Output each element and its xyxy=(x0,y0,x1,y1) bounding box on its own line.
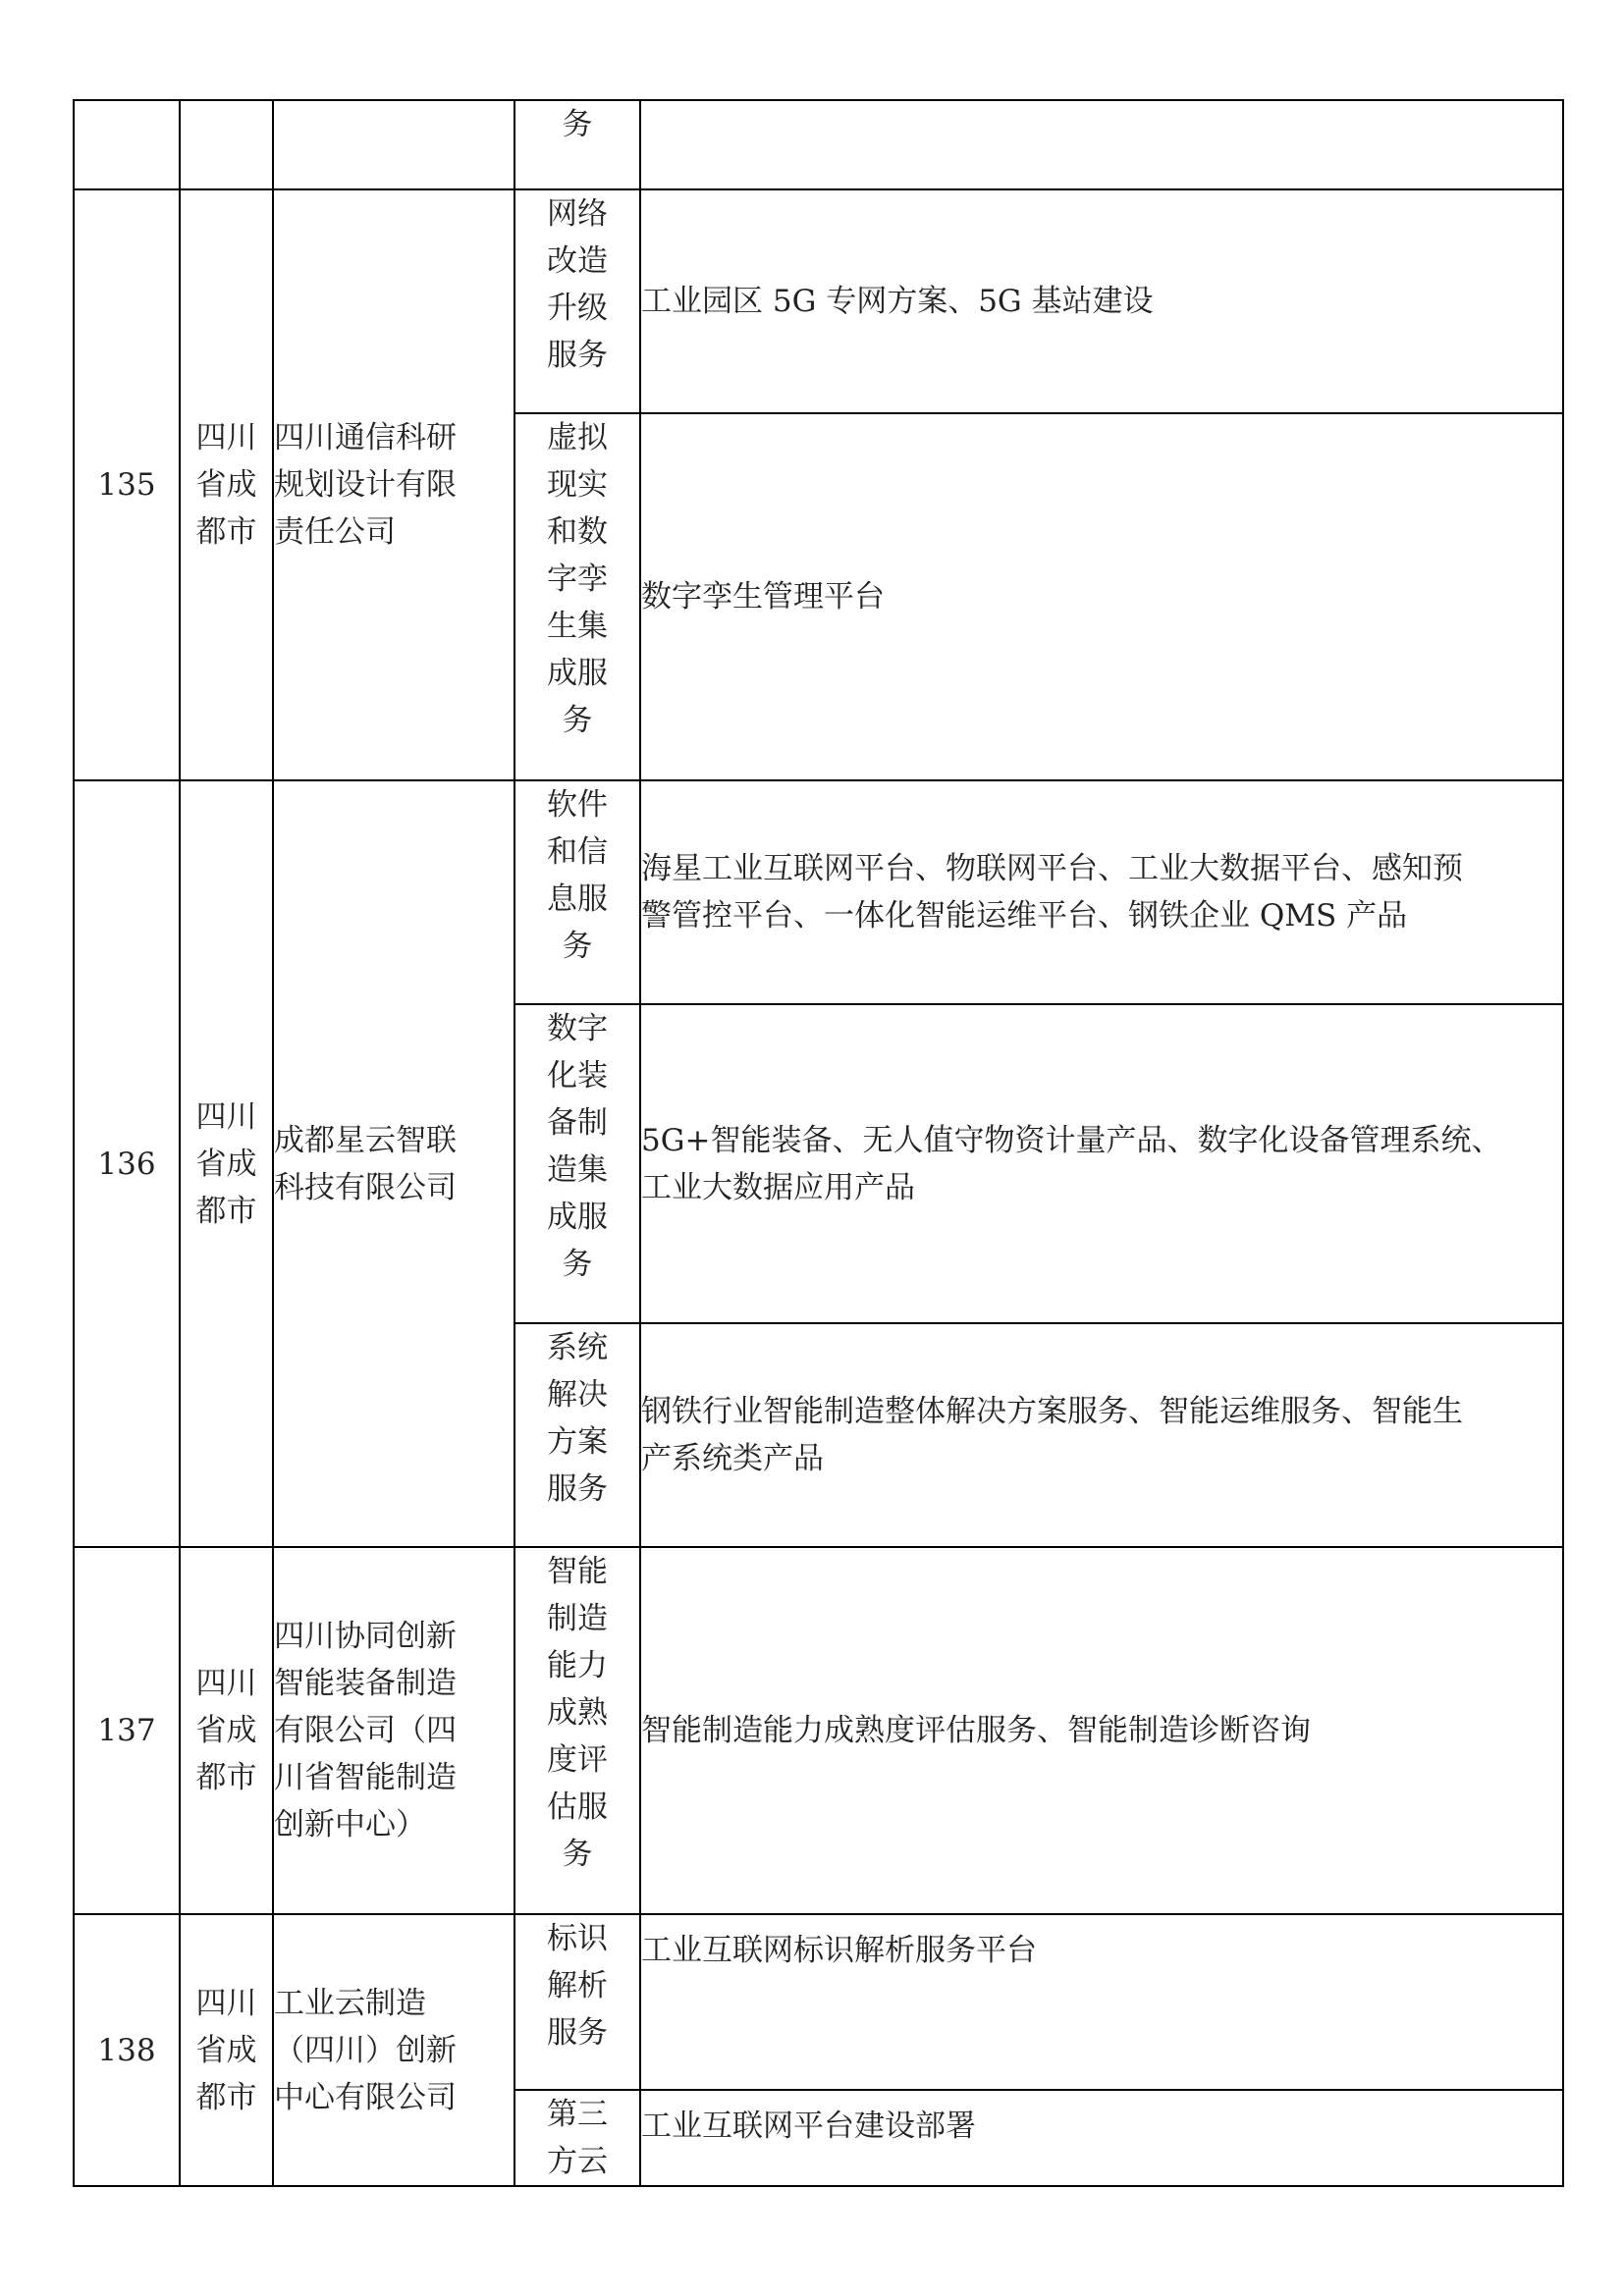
text-line: 工业互联网标识解析服务平台 xyxy=(641,1933,1037,1968)
no-cell: 138 xyxy=(74,1914,180,2186)
company-cell xyxy=(273,100,514,189)
text-line: 工业互联网平台建设部署 xyxy=(641,2109,976,2144)
content-text xyxy=(641,573,1562,620)
text-line: 务 xyxy=(562,1247,593,1282)
category-text xyxy=(515,1548,639,1878)
no-cell: 135 xyxy=(74,189,180,780)
category-text xyxy=(515,1324,639,1513)
text-line: 估服 xyxy=(547,1789,608,1825)
region-text xyxy=(181,1660,272,1801)
text-line: 产系统类产品 xyxy=(641,1441,824,1476)
category-cell xyxy=(514,1547,640,1914)
text-line: 四川 xyxy=(195,1666,257,1701)
text-line: 务 xyxy=(562,703,593,738)
text-line: 创新中心） xyxy=(274,1807,426,1842)
text-line: 科技有限公司 xyxy=(274,1169,457,1205)
text-line: 备制 xyxy=(547,1105,608,1141)
category-text xyxy=(515,781,639,970)
content-cell xyxy=(640,189,1563,413)
company-cell xyxy=(273,189,514,780)
category-cell xyxy=(514,1914,640,2090)
region-cell xyxy=(180,1914,273,2186)
text-line: 字孪 xyxy=(547,561,608,597)
category-cell xyxy=(514,413,640,780)
text-line: 都市 xyxy=(195,2079,257,2115)
content-text xyxy=(641,1388,1562,1482)
text-line: 工业大数据应用产品 xyxy=(641,1169,915,1205)
text-line: 标识 xyxy=(547,1921,608,1956)
content-cell xyxy=(640,1547,1563,1914)
text-line: 中心有限公司 xyxy=(274,2079,457,2115)
text-line: 四川 xyxy=(195,1098,257,1135)
text-line: 数字孪生管理平台 xyxy=(641,579,885,614)
text-line: 虚拟 xyxy=(547,420,608,455)
table-row xyxy=(74,780,1563,1004)
text-line: 四川 xyxy=(195,420,257,455)
text-line: 改造 xyxy=(547,243,608,279)
text-line: 5G+智能装备、无人值守物资计量产品、数字化设备管理系统、 xyxy=(641,1122,1502,1158)
text-line: 服务 xyxy=(547,338,608,373)
text-line: 省成 xyxy=(195,1713,257,1748)
text-line: 造集 xyxy=(547,1152,608,1188)
company-name xyxy=(274,1613,514,1848)
no-cell: 136 xyxy=(74,780,180,1547)
content-text xyxy=(641,845,1562,939)
text-line: 责任公司 xyxy=(274,514,396,550)
content-cell xyxy=(640,2090,1563,2186)
content-text xyxy=(641,1927,1562,1974)
category-text xyxy=(515,414,639,744)
category-text xyxy=(515,1915,639,2056)
content-cell xyxy=(640,413,1563,780)
content-text xyxy=(641,1707,1562,1754)
text-line: 能力 xyxy=(547,1648,608,1683)
text-line: 工业云制造 xyxy=(274,1985,426,2021)
text-line: 规划设计有限 xyxy=(274,467,457,503)
region-cell xyxy=(180,1547,273,1914)
company-cell xyxy=(273,1914,514,2186)
category-cell xyxy=(514,780,640,1004)
category-text xyxy=(515,2091,639,2185)
text-line: 智能装备制造 xyxy=(274,1666,457,1701)
category-cell xyxy=(514,1323,640,1547)
table-row xyxy=(74,189,1563,413)
content-text xyxy=(641,278,1562,325)
content-cell xyxy=(640,1914,1563,2090)
text-line: 都市 xyxy=(195,1193,257,1229)
service-provider-table xyxy=(73,99,1564,2187)
text-line: 智能制造能力成熟度评估服务、智能制造诊断咨询 xyxy=(641,1713,1311,1748)
text-line: 成服 xyxy=(547,656,608,691)
text-line: 四川协同创新 xyxy=(274,1619,457,1654)
content-cell xyxy=(640,1323,1563,1547)
region-cell xyxy=(180,189,273,780)
company-cell xyxy=(273,780,514,1547)
text-line: 解析 xyxy=(547,1968,608,2003)
text-line: 都市 xyxy=(195,1760,257,1795)
text-line: 现实 xyxy=(547,467,608,503)
region-text xyxy=(181,1094,272,1235)
table-row xyxy=(74,1914,1563,2090)
content-cell xyxy=(640,1004,1563,1323)
content-text xyxy=(641,2103,1562,2150)
text-line: 海星工业互联网平台、物联网平台、工业大数据平台、感知预 xyxy=(641,851,1463,886)
content-cell xyxy=(640,780,1563,1004)
company-name xyxy=(274,1117,514,1211)
text-line: 工业园区 5G 专网方案、5G 基站建设 xyxy=(641,284,1154,319)
text-line: （四川）创新 xyxy=(274,2032,457,2068)
region-text xyxy=(181,1980,272,2121)
region-cell xyxy=(180,100,273,189)
text-line: 服务 xyxy=(547,2015,608,2051)
table-row xyxy=(74,100,1563,189)
text-line: 成服 xyxy=(547,1200,608,1235)
text-line: 方案 xyxy=(547,1424,608,1460)
no-cell xyxy=(74,100,180,189)
text-line: 方云 xyxy=(547,2144,608,2179)
text-line: 升级 xyxy=(547,291,608,326)
text-line: 省成 xyxy=(195,1146,257,1182)
text-line: 四川 xyxy=(195,1985,257,2021)
category-cell xyxy=(514,189,640,413)
category-cell xyxy=(514,1004,640,1323)
text-line: 服务 xyxy=(547,1471,608,1507)
text-line: 成都星云智联 xyxy=(274,1122,457,1158)
text-line: 度评 xyxy=(547,1742,608,1778)
region-cell xyxy=(180,780,273,1547)
category-text xyxy=(515,1005,639,1288)
company-name xyxy=(274,1980,514,2121)
text-line: 化装 xyxy=(547,1058,608,1094)
text-line: 都市 xyxy=(195,514,257,550)
text-line: 警管控平台、一体化智能运维平台、钢铁企业 QMS 产品 xyxy=(641,898,1408,934)
text-line: 系统 xyxy=(547,1330,608,1365)
text-line: 务 xyxy=(562,929,593,964)
category-text xyxy=(515,190,639,379)
content-cell xyxy=(640,100,1563,189)
text-line: 和数 xyxy=(547,514,608,550)
no-cell: 137 xyxy=(74,1547,180,1914)
text-line: 息服 xyxy=(547,881,608,917)
text-line: 务 xyxy=(562,1837,593,1872)
category-text: 务 xyxy=(562,107,593,142)
text-line: 网络 xyxy=(547,196,608,232)
text-line: 生集 xyxy=(547,609,608,644)
company-name xyxy=(274,414,514,556)
content-text xyxy=(641,1117,1562,1211)
text-line: 数字 xyxy=(547,1011,608,1046)
category-cell xyxy=(514,100,640,189)
text-line: 省成 xyxy=(195,467,257,503)
text-line: 川省智能制造 xyxy=(274,1760,457,1795)
text-line: 智能 xyxy=(547,1554,608,1589)
company-cell xyxy=(273,1547,514,1914)
text-line: 解决 xyxy=(547,1377,608,1413)
text-line: 和信 xyxy=(547,834,608,870)
category-cell xyxy=(514,2090,640,2186)
text-line: 四川通信科研 xyxy=(274,420,457,455)
text-line: 省成 xyxy=(195,2032,257,2068)
text-line: 软件 xyxy=(547,787,608,823)
text-line: 制造 xyxy=(547,1601,608,1636)
table-row xyxy=(74,1547,1563,1914)
text-line: 成熟 xyxy=(547,1695,608,1731)
text-line: 第三 xyxy=(547,2097,608,2132)
region-text xyxy=(181,414,272,556)
text-line: 钢铁行业智能制造整体解决方案服务、智能运维服务、智能生 xyxy=(641,1394,1463,1429)
text-line: 有限公司（四 xyxy=(274,1713,457,1748)
